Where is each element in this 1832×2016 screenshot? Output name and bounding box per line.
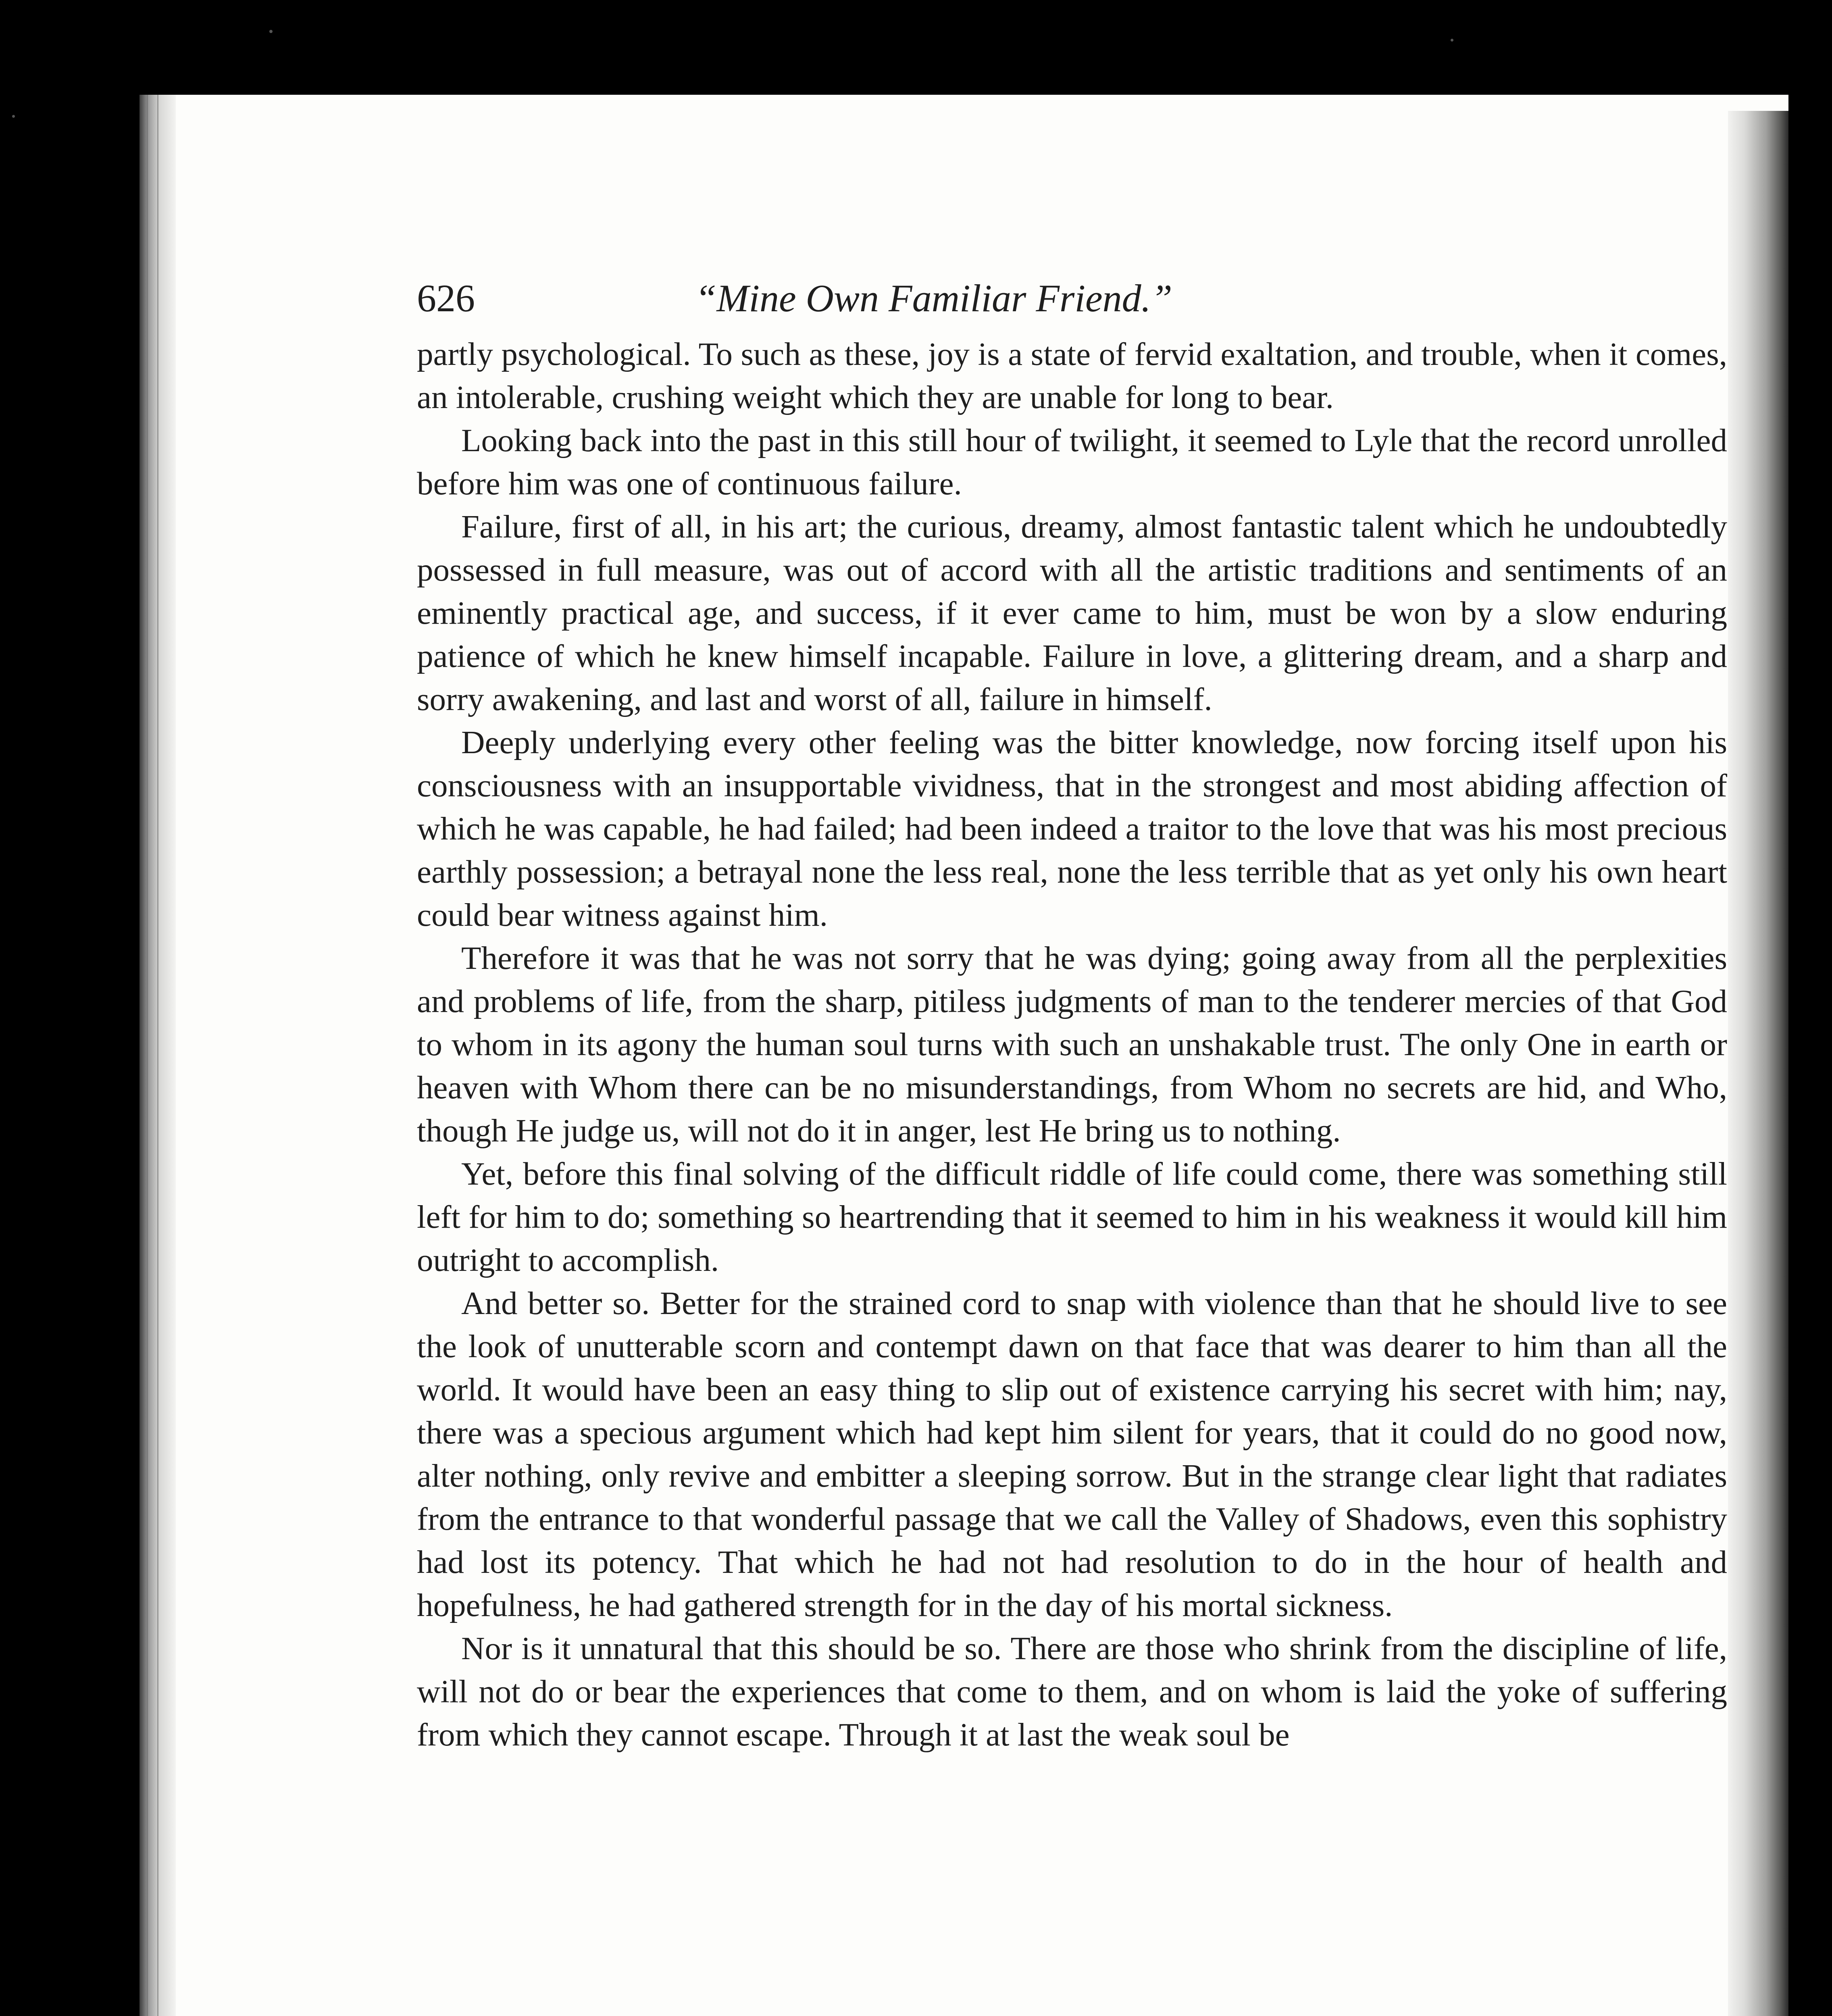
- paragraph: Yet, before this final solving of the difficult riddle of life could come, there was something still left for him to do; something so heartrending that it seemed to him in his weakness it would kill him outright to accomplish.: [417, 1156, 1727, 1278]
- paragraph-continued: partly psychological. To such as these, joy is a state of fervid exaltation, and trouble, when it comes, an intolerable, crushing weight which they are unable for long to bear.: [417, 336, 1727, 415]
- page-text-block: [417, 264, 1727, 1756]
- scanned-page: [139, 95, 1788, 2016]
- paragraph: Therefore it was that he was not sorry that he was dying; going away from all the perplexities and problems of life, from the sharp, pitiless judgments of man to the tenderer mercies of that God to whom in its agony the human soul turns with such an unshakable trust. The only One in earth or heaven with Whom there can be no misunderstandings, from Whom no secrets are hid, and Who, though He judge us, will not do it in anger, lest He bring us to nothing.: [417, 940, 1727, 1149]
- page-number: 626: [417, 277, 475, 320]
- gutter-line: [157, 95, 158, 2016]
- dust-speck: [12, 115, 15, 118]
- gutter-line: [147, 95, 148, 2016]
- paragraph: Failure, first of all, in his art; the curious, dreamy, almost fantastic talent which he undoubtedly possessed in full measure, was out of accord with all the artistic traditions and sentiments of an eminently practical age, and success, if it ever came to him, must be won by a slow enduring patience of which he knew himself incapable. Failure in love, a glittering dream, and a sharp and sorry awakening, and last and worst of all, failure in himself.: [417, 508, 1727, 717]
- paragraph: And better so. Better for the strained cord to snap with violence than that he should live to see the look of unutterable scorn and contempt dawn on that face that was dearer to him than all the world. It would have been an easy thing to slip out of existence carrying his secret with him; nay, there was a specious argument which had kept him silent for years, that it could do no good now, alter nothing, only revive and embitter a sleeping sorrow. But in the strange clear light that radiates from the entrance to that wonderful passage that we call the Valley of Shadows, even this sophistry had lost its potency. That which he had not had resolution to do in the hour of health and hopefulness, he had gathered strength for in the day of his mortal sickness.: [417, 1285, 1727, 1623]
- paragraph: Looking back into the past in this still hour of twilight, it seemed to Lyle that the record unrolled before him was one of continuous failure.: [417, 422, 1727, 502]
- page-header: [417, 264, 1727, 333]
- paragraph: Nor is it unnatural that this should be so. There are those who shrink from the discipline of life, will not do or bear the experiences that come to them, and on whom is laid the yoke of suffering from which they cannot escape. Through it at last the weak soul be: [417, 1630, 1727, 1753]
- adjacent-page-edge: [1728, 111, 1788, 2016]
- running-title: “Mine Own Familiar Friend.”: [695, 277, 1173, 320]
- dust-speck: [269, 30, 273, 33]
- paragraph: Deeply underlying every other feeling was the bitter knowledge, now forcing itself upon his consciousness with an insupportable vividness, that in the strongest and most abiding affection of which he was capable, he had failed; had been indeed a traitor to the love that was his most precious earthly possession; a betrayal none the less real, none the less terrible that as yet only his own heart could bear witness against him.: [417, 724, 1727, 933]
- dust-speck: [1451, 39, 1453, 42]
